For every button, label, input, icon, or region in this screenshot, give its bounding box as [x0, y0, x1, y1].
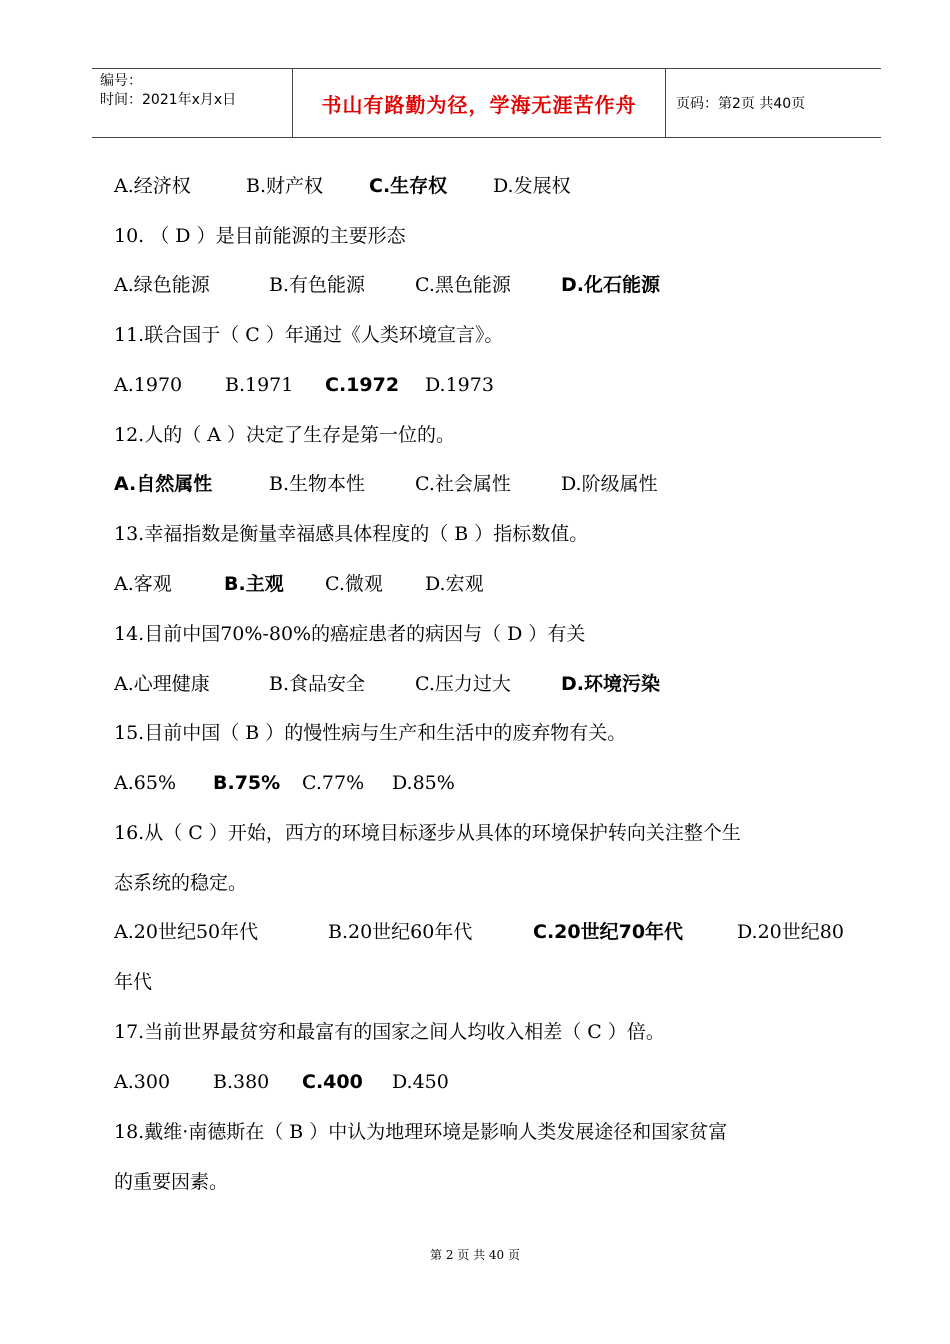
q10-option-b: B.有色能源	[269, 274, 366, 296]
q10-option-d: D.化石能源	[561, 274, 660, 296]
q15-option-a: A.65%	[114, 772, 176, 794]
q12-option-a: A.自然属性	[114, 473, 213, 495]
q17-question: 17.当前世界最贫穷和最富有的国家之间人均收入相差（ C ）倍。	[114, 1021, 665, 1043]
q17-option-a: A.300	[114, 1071, 171, 1093]
page-code: 页码：第2页 共40页	[676, 96, 806, 112]
q13-option-c: C.微观	[325, 573, 383, 595]
q16-option-c: C.20世纪70年代	[533, 921, 684, 943]
q16-option-a: A.20世纪50年代	[114, 921, 259, 943]
q9-option-c: C.生存权	[369, 175, 448, 197]
q13-option-a: A.客观	[114, 573, 172, 595]
q10-question: 10. （ D ）是目前能源的主要形态	[114, 225, 406, 247]
q16-option-b: B.20世纪60年代	[328, 921, 473, 943]
q14-option-b: B.食品安全	[269, 673, 366, 695]
q16-option-d: D.20世纪80	[737, 921, 844, 943]
q16-option-d-continued: 年代	[114, 971, 153, 993]
q11-option-c: C.1972	[325, 374, 400, 396]
q14-option-c: C.压力过大	[415, 673, 511, 695]
page-footer: 第 2 页 共 40 页	[430, 1248, 520, 1262]
q9-options	[114, 174, 571, 198]
q15-options	[114, 771, 455, 795]
number-label: 编号：	[100, 73, 142, 89]
q14-question: 14.目前中国70%-80%的癌症患者的病因与（ D ）有关	[114, 623, 586, 645]
q16-options	[114, 920, 844, 944]
q11-option-a: A.1970	[114, 374, 183, 396]
q17-option-c: C.400	[302, 1071, 363, 1093]
q12-option-c: C.社会属性	[415, 473, 511, 495]
q13-question: 13.幸福指数是衡量幸福感具体程度的（ B ）指标数值。	[114, 523, 589, 545]
q9-option-d: D.发展权	[493, 175, 571, 197]
q11-question: 11.联合国于（ C ）年通过《人类环境宣言》。	[114, 324, 504, 346]
q18-question-line1: 18.戴维·南德斯在（ B ）中认为地理环境是影响人类发展途径和国家贫富	[114, 1121, 728, 1143]
q16-question-line1: 16.从（ C ）开始，西方的环境目标逐步从具体的环境保护转向关注整个生	[114, 822, 741, 844]
header-motto-cell	[293, 69, 666, 137]
q12-options	[114, 472, 658, 496]
q10-options	[114, 273, 660, 297]
q11-options	[114, 373, 494, 397]
q14-option-d: D.环境污染	[561, 673, 660, 695]
q9-option-a: A.经济权	[114, 175, 191, 197]
q11-option-d: D.1973	[425, 374, 494, 396]
q16-question-line2: 态系统的稳定。	[114, 872, 248, 894]
q15-option-b: B.75%	[213, 772, 281, 794]
q15-question: 15.目前中国（ B ）的慢性病与生产和生活中的废弃物有关。	[114, 722, 627, 744]
q17-option-b: B.380	[213, 1071, 270, 1093]
q14-option-a: A.心理健康	[114, 673, 210, 695]
q13-options	[114, 572, 484, 596]
q17-options	[114, 1070, 449, 1094]
q12-option-b: B.生物本性	[269, 473, 366, 495]
q12-option-d: D.阶级属性	[561, 473, 658, 495]
q13-option-b: B.主观	[224, 573, 284, 595]
q11-option-b: B.1971	[225, 374, 294, 396]
q18-question-line2: 的重要因素。	[114, 1171, 229, 1193]
q15-option-d: D.85%	[392, 772, 455, 794]
q15-option-c: C.77%	[302, 772, 365, 794]
q10-option-c: C.黑色能源	[415, 274, 511, 296]
q10-option-a: A.绿色能源	[114, 274, 210, 296]
q9-option-b: B.财产权	[246, 175, 324, 197]
q17-option-d: D.450	[392, 1071, 449, 1093]
header-page-cell	[666, 69, 881, 137]
q12-question: 12.人的（ A ）决定了生存是第一位的。	[114, 424, 456, 446]
header-meta	[92, 69, 293, 137]
motto: 书山有路勤为径，学海无涯苦作舟	[321, 92, 637, 117]
page-header	[92, 68, 881, 138]
q14-options	[114, 672, 660, 696]
time-label: 时间：2021年x月x日	[100, 92, 237, 108]
q13-option-d: D.宏观	[425, 573, 484, 595]
